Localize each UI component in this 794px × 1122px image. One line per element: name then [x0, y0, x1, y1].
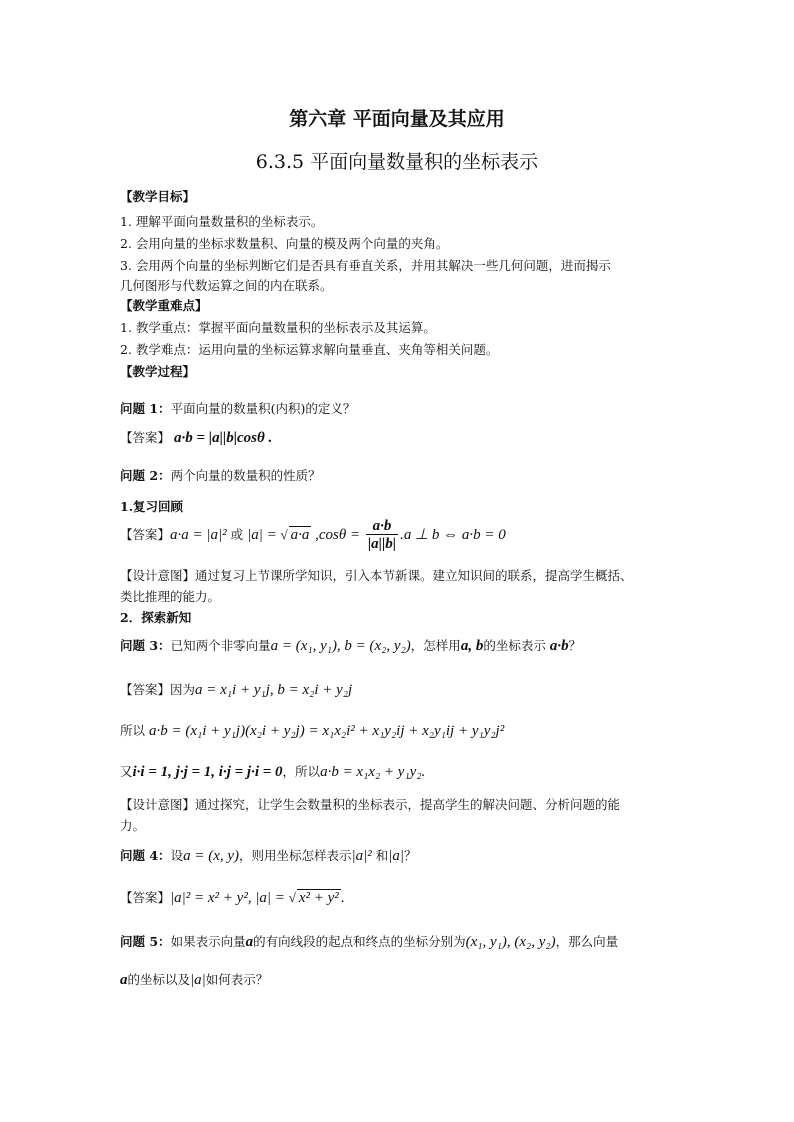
review-or: 或	[226, 527, 244, 542]
question-3-math-3: a·b	[549, 638, 569, 654]
review-sqrt: a·a	[290, 527, 310, 543]
review-formula-3: ,cosθ =	[311, 527, 364, 543]
question-5-math-1: a	[245, 934, 254, 950]
answer-3-line-3	[120, 762, 425, 781]
answer-4-math: |a|² = x² + y², |a| =	[170, 890, 289, 906]
answer-4: 【答案】|a|² = x² + y², |a| = √ x² + y² .	[120, 890, 345, 906]
question-5	[120, 932, 618, 951]
answer-3-math-3: i·i = 1, j·j = 1, i·j = j·i = 0	[132, 764, 283, 780]
question-4-text-c: 和	[371, 848, 389, 863]
review-formula-4: .a ⊥ b ⇔ a·b = 0	[400, 527, 506, 543]
review-frac-den: |a||b|	[367, 536, 397, 552]
question-4-text-b: ，则用坐标怎样表示	[239, 848, 352, 863]
question-1-text: 平面向量的数量积(内积)的定义？	[170, 401, 356, 416]
question-4-text-a: 设	[170, 848, 184, 863]
answer-3-math-1: a = x₁i + y₁j, b = x₂i + y₂j	[195, 682, 353, 698]
answer-3-label: 【答案】	[120, 682, 171, 697]
question-2-label: 问题 2：	[120, 468, 171, 483]
review-formula-1: a·a = |a|²	[170, 527, 227, 543]
design-intent-2-line-1: 【设计意图】通过探究，让学生会数量积的坐标表示，提高学生的解决问题、分析问题的能	[120, 797, 621, 812]
key-point-2: 2. 教学难点：运用向量的坐标运算求解向量垂直、夹角等相关问题。	[120, 342, 499, 357]
question-5-text-e: 如何表示？	[205, 972, 269, 987]
answer-3-math-4: a·b = x₁x₂ + y₁y₂.	[320, 764, 426, 780]
question-5-line-2	[120, 970, 268, 989]
question-5-math-3: a	[120, 972, 128, 988]
review-formula-2: |a| =	[247, 527, 281, 543]
answer-3-line-2	[120, 721, 504, 740]
answer-1-label: 【答案】	[120, 430, 171, 445]
answer-1	[120, 428, 272, 447]
question-3-label: 问题 3：	[120, 638, 171, 653]
question-5-text-c: ，那么向量	[555, 934, 619, 949]
question-1	[120, 399, 355, 417]
question-3-text-b: ，怎样用	[410, 638, 461, 653]
answer-4-sqrt: x² + y²	[298, 890, 339, 906]
question-4-math-1: a = (x, y)	[183, 848, 240, 864]
question-1-label: 问题 1：	[120, 401, 171, 416]
question-4-label: 问题 4：	[120, 848, 171, 863]
question-2-text: 两个向量的数量积的性质？	[170, 468, 321, 483]
answer-3-so-2: ，所以	[282, 764, 321, 779]
chapter-title: 第六章 平面向量及其应用	[289, 108, 505, 130]
question-3-text-a: 已知两个非零向量	[170, 638, 271, 653]
answer-review: 【答案】a·a = |a|² 或 |a| = √ a·a ,cosθ = $\frac{a\cdot b}{|a||b|}$ .a ⊥ b ⇔ a·b = 0	[120, 518, 506, 552]
design-intent-1-line-2: 类比推理的能力。	[120, 589, 221, 604]
explore-heading: 2．探索新知	[120, 610, 192, 625]
goal-item-2: 2. 会用向量的坐标求数量积、向量的模及两个向量的夹角。	[120, 236, 449, 251]
question-5-label: 问题 5：	[120, 934, 171, 949]
answer-4-end: .	[340, 890, 345, 906]
design-intent-1-line-1: 【设计意图】通过复习上节课所学知识，引入本节新课。建立知识间的联系，提高学生概括、	[120, 568, 633, 583]
question-3	[120, 636, 581, 655]
key-points-heading: 【教学重难点】	[120, 298, 208, 313]
question-4	[120, 846, 417, 865]
answer-review-label: 【答案】	[120, 527, 171, 542]
answer-3-also: 又	[120, 764, 133, 779]
review-heading: 1.复习回顾	[120, 499, 184, 514]
question-3-math-2: a, b	[460, 638, 484, 654]
question-2	[120, 466, 321, 484]
question-5-text-b: 的有向线段的起点和终点的坐标分别为	[253, 934, 466, 949]
goal-item-3: 3. 会用两个向量的坐标判断它们是否具有垂直关系，并用其解决一些几何问题，进而揭示	[120, 258, 611, 273]
key-point-1: 1. 教学重点：掌握平面向量数量积的坐标表示及其运算。	[120, 320, 436, 335]
answer-3-line-1	[120, 680, 352, 699]
goal-item-1: 1. 理解平面向量数量积的坐标表示。	[120, 214, 324, 229]
question-3-text-c: 的坐标表示	[483, 638, 546, 653]
goals-heading: 【教学目标】	[120, 189, 196, 204]
question-4-text-d: ？	[404, 848, 417, 863]
answer-3-text: 因为	[170, 682, 196, 697]
question-5-text-d: 的坐标以及	[127, 972, 191, 987]
design-intent-2-line-2: 力。	[120, 818, 146, 833]
question-4-math-2: |a|²	[351, 848, 372, 864]
answer-3-math-2: a·b = (x₁i + y₁j)(x₂i + y₂j) = x₁x₂i² + x₁y₂ij + x₂y₁ij + y₁y₂j²	[149, 723, 505, 739]
question-3-text-d: ？	[568, 638, 582, 653]
process-heading: 【教学过程】	[120, 364, 196, 379]
answer-3-so: 所以	[120, 723, 146, 738]
answer-1-formula: a·b = |a||b|cosθ .	[174, 430, 273, 446]
question-5-text-a: 如果表示向量	[170, 934, 246, 949]
review-frac-num: a·b	[366, 518, 398, 535]
question-5-math-2: (x₁, y₁), (x₂, y₂)	[465, 934, 556, 950]
question-3-math-1: a = (x₁, y₁), b = (x₂, y₂)	[270, 638, 411, 654]
answer-4-label: 【答案】	[120, 890, 171, 905]
question-4-math-3: |a|	[388, 848, 405, 864]
goal-item-4: 几何图形与代数运算之间的内在联系。	[120, 278, 333, 293]
section-title: 6.3.5 平面向量数量积的坐标表示	[255, 151, 539, 173]
question-5-math-4: |a|	[190, 972, 206, 988]
